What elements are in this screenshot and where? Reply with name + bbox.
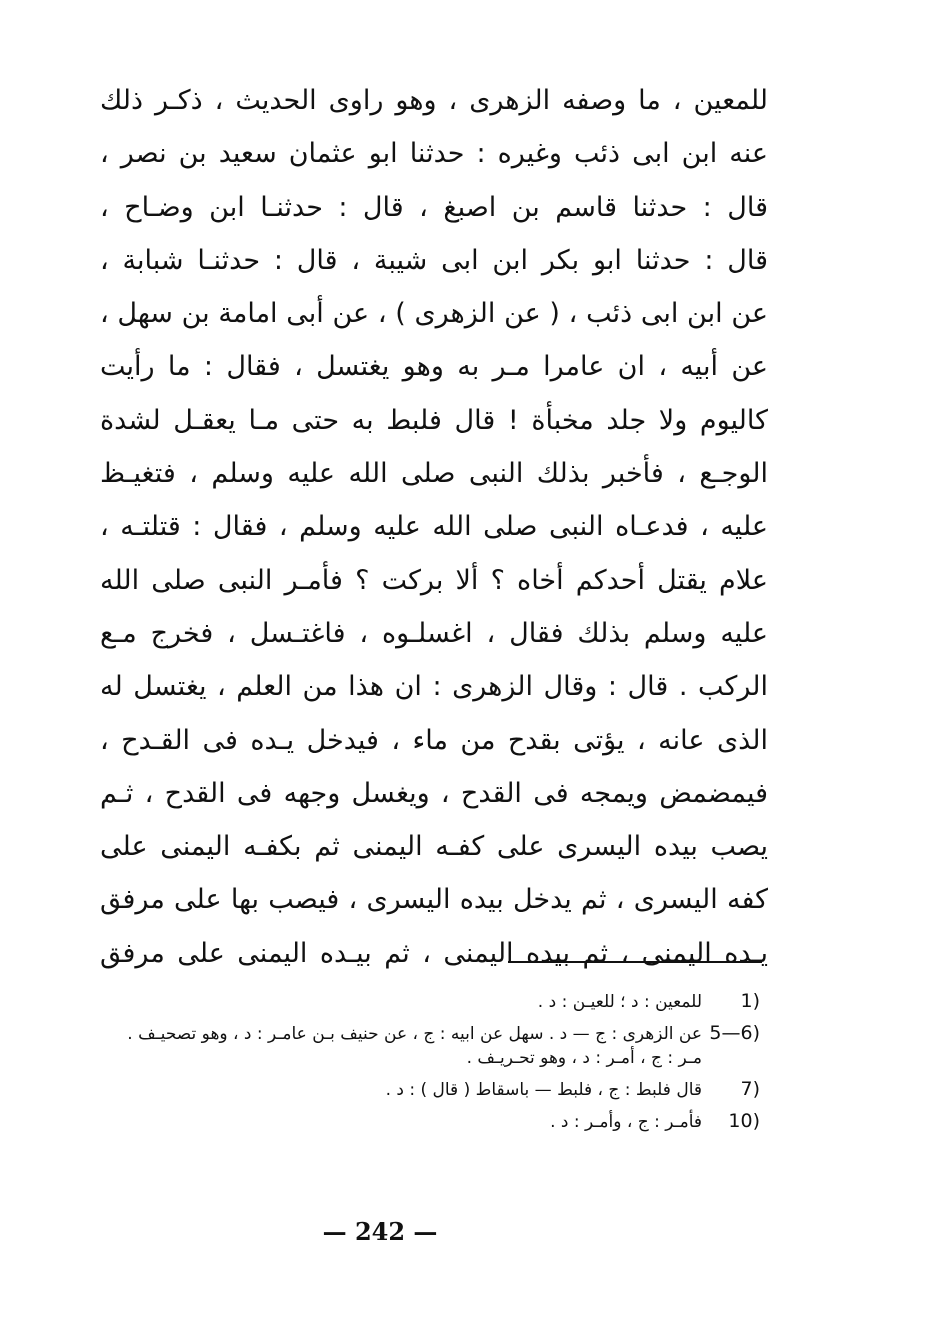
text-line: علام يقتل أحدكم أخاه ؟ ألا بركت ؟ فأمـر النبى صلى الله (100, 564, 768, 596)
footnote-number: 7) (740, 1078, 760, 1100)
footnote-text: فأمـر : ج ، وأمـر : د . (550, 1112, 702, 1132)
footnote-text: عن الزهرى : ج — د . سهل عن ابيه : ج ، عن حنيف بـن عامـر : د ، وهو تصحيـف . مـر : ج ، أمـر : د ، وهو تحـريـف . (127, 1024, 702, 1068)
text-line: فيمضمض ويمجه فى القدح ، ويغسل وجهه فى القدح ، ثـم (100, 777, 768, 809)
text-line: يـده اليمنى ، ثم بيده اليمنى ، ثم بيـده اليمنى على مرفق (100, 937, 768, 969)
text-line: قال : حدثنا ابو بكر ابن ابى شيبة ، قال : حدثنـا شبابة ، (100, 244, 768, 276)
footnote (100, 990, 760, 1014)
text-line: عن أبيه ، ان عامرا مـر به وهو يغتسل ، فقال : ما رأيت (100, 351, 768, 383)
text-line: للمعين ، ما وصفه الزهرى ، وهو راوى الحديث ، ذكـر ذلك (100, 85, 768, 116)
footnote-text: قال فلبط : ج ، فلبط — باسقاط ( قال ) : د . (385, 1080, 702, 1100)
footnote (100, 1110, 760, 1134)
text-line: عليه وسلم بذلك فقال ، اغسلـوه ، فاغتـسل ، فخرج مـع (100, 617, 768, 649)
footnote (100, 1078, 760, 1102)
footnote-number: 5—6) (709, 1022, 760, 1044)
footnote-number: 10) (728, 1110, 760, 1132)
text-line: يصب بيده اليسرى على كفـه اليمنى ثم بكفـه اليمنى على (100, 831, 768, 863)
text-line: كاليوم ولا جلد مخبأة ! قال فلبط به حتى مـا يعقـل لشدة (100, 404, 768, 436)
text-line: الذى عانه ، يؤتى بقدح من ماء ، فيدخل يـده فى القـدح ، (100, 724, 768, 756)
page-number: — 242 — (322, 1217, 438, 1246)
text-line: عن ابن ابى ذئب ، ( عن الزهرى ) ، عن أبى امامة بن سهل ، (100, 298, 768, 330)
text-line: عنه ابن ابى ذئب وغيره : حدثنا ابو عثمان سعيد بن نصر ، (100, 138, 768, 170)
text-line: عليه ، فدعـاه النبى صلى الله عليه وسلم ، فقال : قتلتـه ، (100, 511, 768, 543)
main-text-block (100, 74, 768, 980)
text-line: الوجـع ، فأخبر بذلك النبى صلى الله عليه وسلم ، فتغيـظ (100, 458, 768, 490)
footnote (100, 1022, 760, 1070)
text-line: الركب . قال : وقال الزهرى : ان هذا من العلم ، يغتسل له (100, 671, 768, 703)
footnote-number: 1) (740, 990, 760, 1012)
text-line: قال : حدثنا قاسم بن اصبغ ، قال : حدثنـا ابن وضـاح ، (100, 191, 768, 223)
footnote-text: للمعين : د ؛ للعيـن : د . (537, 992, 702, 1012)
footnote-separator (508, 961, 762, 963)
footnotes (100, 990, 760, 1142)
text-line: كفه اليسرى ، ثم يدخل بيده اليسرى ، فيصب بها على مرفق (100, 884, 768, 916)
